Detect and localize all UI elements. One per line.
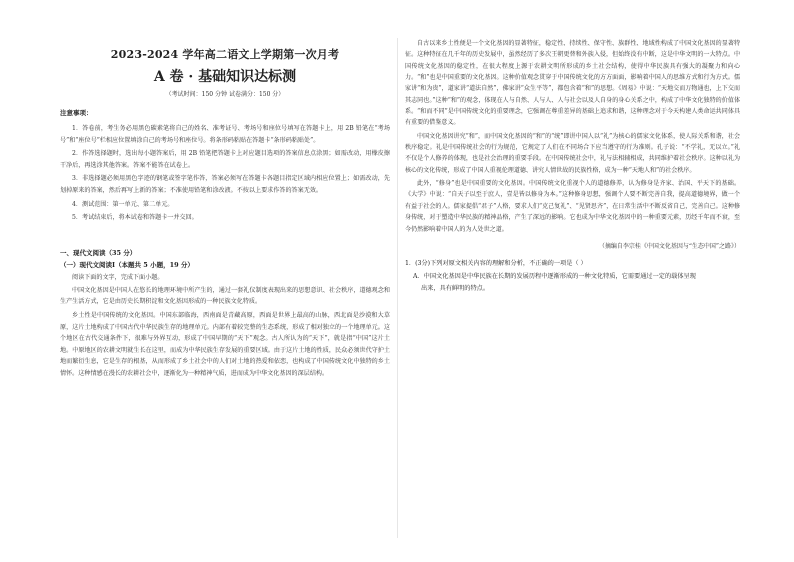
question-option-a: A．中国文化基因是中华民族在长期的发展历程中逐渐形成的一种文化特质，它需要通过一定的载体呈现 [413, 273, 696, 281]
passage-paragraph: 此外，“修身”也是中国重要的文化基因。中国传统文化重视个人的道德修养，认为修身是齐家、治国、平天下的基础。《大学》中说：“自天子以至于庶人，壹是皆以修身为本。”这种修身思想，强调个人要不断完善自我，提高道德境界，做一个有益于社会的人。儒家提倡“君子”人格，要求人们“克己复礼”、“见贤思齐”，在日常生活中不断反省自己，完善自己。这种修身传统，对于塑造中华民族的精神品格，产生了深远的影响。它也成为中华文化基因中的一种重要元素，历经千年而不衰，至今仍然影响着中国人的为人处世之道。 [405, 180, 740, 233]
question-stem: 1．(3分)下列对原文相关内容的理解和分析，不正确的一项是（ ） [405, 259, 587, 267]
column-divider [397, 38, 398, 538]
left-column [60, 38, 390, 382]
section-title: 一、现代文阅读（35 分） [60, 248, 137, 257]
passage-source: （摘编自李宗桂《中国文化基因与“生态中国”之路》） [598, 242, 740, 250]
note-item: 2．作答选择题时，选出每小题答案后，用 2B 铅笔把答题卡上对应题目选项的答案信息点涂黑；如需改动，用橡皮擦干净后，再选涂其他答案。答案不能答在试卷上。 [60, 150, 390, 169]
note-item: 3．非选择题必须用黑色字迹的钢笔或签字笔作答，答案必须写在答题卡各题目指定区域内相应位置上；如需改动，先划掉原来的答案，然后再写上新的答案；不准使用铅笔和涂改液。不按以上要求作答的答案无效。 [60, 175, 390, 194]
exam-title: 2023-2024 学年高二语文上学期第一次月考 [110, 48, 340, 61]
reading-instruction: 阅读下面的文字，完成下面小题。 [72, 273, 164, 281]
note-item: 1．答卷前，考生务必用黑色碳素笔将自己的姓名、准考证号、考场号和座位号填写在答题卡上，用 2B 铅笔在“考场号”和“座位号”栏相应位置填涂自己的考场号和座位号。将条形码粘贴在答题卡“条形码粘贴处”。 [60, 125, 390, 144]
right-column [405, 38, 740, 295]
subsection-title: （一）现代文阅读Ⅰ（本题共 5 小题，19 分） [60, 260, 194, 269]
notes-title: 注意事项： [60, 109, 93, 117]
question-option-a-cont: 出来，具有鲜明的特点。 [421, 285, 490, 293]
passage-paragraph: 中国文化基因讲究“和”，而中国文化基因的“和”的“统”即讲中国人以“礼”为核心的儒家文化体系，使人际关系和谐，社会秩序稳定。礼是中国传统社会的行为规范，它规定了人们在不同场合下应当遵守的行为准则。孔子说：“不学礼，无以立。”礼不仅是个人修养的体现，也是社会治理的重要手段。在中国传统社会中，礼与法相辅相成，共同维护着社会秩序。这种以礼为核心的文化传统，形成了中国人重视伦理道德、讲究人情世故的民族性格，成为一种“天地人和”的社会秩序。 [405, 132, 740, 174]
passage-paragraph: 乡土性是中国传统的文化基因。中国东部临海，西南面是青藏高原，西面是世界上最高的山脉，西北面是沙漠和大草原，这片土地构成了中国古代中华民族生存的地理单元。内部有着较完整的生态系统，形成了相对独立的一个地理单元。这个地区在古代交通条件下，很难与外界互动，形成了中国早期的“天下”观念。古人所认为的“天下”，就是指“中国”这片土地。中原地区的农耕文明就生长在这里，而成为中华民族生存发展的重要区域。由于这片土地的性质，民众必须世代守护土地而繁衍生息，它是生存的根基，从而形成了乡土社会中的人们对土地的热爱和依恋，也构成了中国传统文化中独特的乡土情怀。这种情感在漫长的农耕社会中，逐渐化为一种精神气质，进而成为中华文化基因的深层结构。 [60, 311, 390, 377]
passage-paragraph: 自古以来乡土性便是一个文化基因的显著特征，稳定性、持续性、保守性、族群性、地域性构成了中国文化基因的显著特征。这种特征在几千年的历史发展中，虽然经历了多次王朝更替和外族入侵，但始终没有中断，这是中华文明的一大特点。中国传统文化基因的稳定性，在很大程度上源于农耕文明所形成的乡土社会结构，使得中华民族具有强大的凝聚力和向心力。“和”也是中国重要的文化基因。这种价值观念贯穿于中国传统文化的方方面面，影响着中国人的思维方式和行为方式。儒家讲“和为贵”，道家讲“道法自然”，佛家讲“众生平等”，都包含着“和”的思想。《周易》中说：“天地交而万物通也，上下交而其志同也。”这种“和”的观念，体现在人与自然、人与人、人与社会以及人自身的身心关系之中，构成了中华文化独特的价值体系。“和而不同”是中国传统文化的重要理念，它强调在尊重差异的基础上追求和谐，这种理念对于今天构建人类命运共同体具有重要的借鉴意义。 [405, 40, 740, 127]
note-item: 5．考试结束后，将本试卷和答题卡一并交回。 [72, 214, 198, 222]
exam-info: （考试时间：150 分钟 试卷满分：150 分） [165, 91, 285, 98]
passage-paragraph: 中国文化基因是中国人在悠长的地理环境中所产生的，通过一套礼仪制度表现出来的思想意识、社会秩序，道德观念和生产生活方式，它是由历史长期积淀和文化基因形成的一种民族文化特质。 [60, 286, 390, 306]
note-item: 4．测试范围：第一单元、第二单元。 [72, 200, 174, 208]
exam-subtitle: A 卷 · 基础知识达标测 [153, 69, 297, 85]
